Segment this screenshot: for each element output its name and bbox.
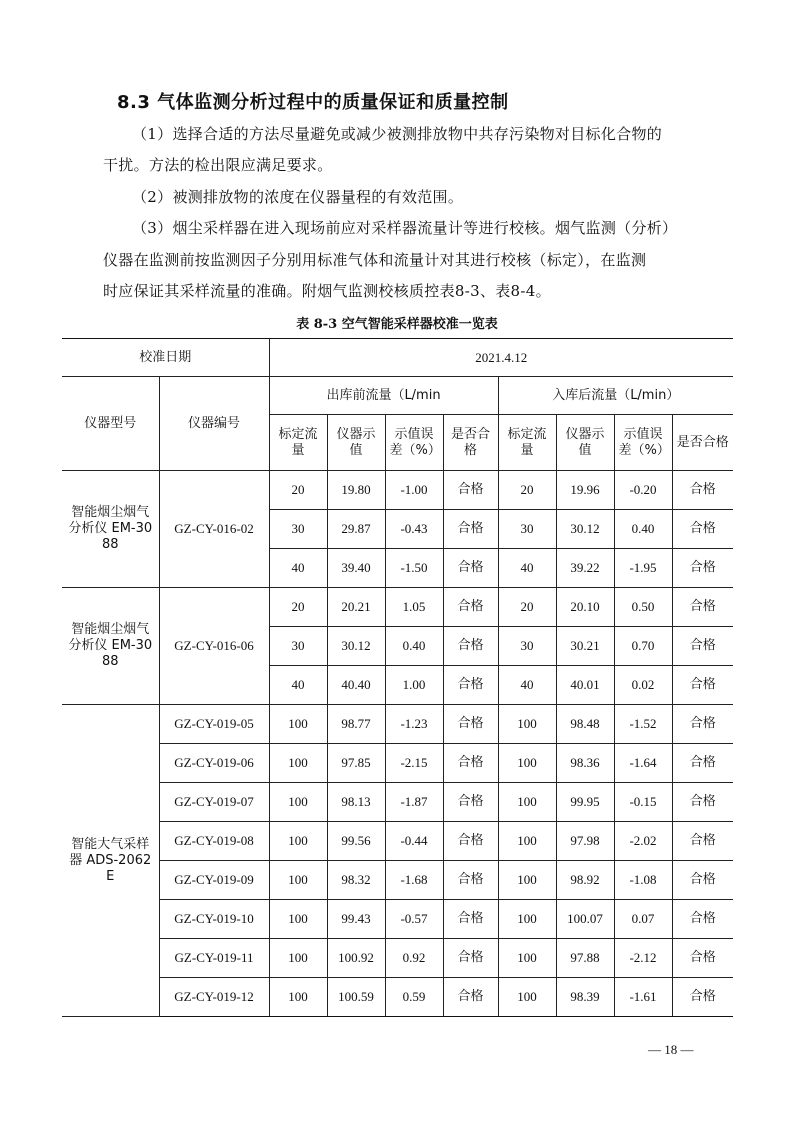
cell: 100	[498, 939, 556, 978]
cell: 30.12	[556, 510, 614, 549]
cell: 100	[498, 822, 556, 861]
page-number: — 18 —	[648, 1042, 694, 1057]
cell: 98.13	[327, 783, 385, 822]
cell: 40.01	[556, 666, 614, 705]
table-row	[62, 939, 733, 978]
cell: 20	[269, 588, 327, 627]
cell: -0.15	[614, 783, 672, 822]
cell: 100	[498, 900, 556, 939]
cell: -2.15	[385, 744, 443, 783]
cell: 0.40	[385, 627, 443, 666]
cell: 98.77	[327, 705, 385, 744]
cell: 合格	[443, 627, 498, 666]
cell: 合格	[443, 900, 498, 939]
cell: 100	[269, 939, 327, 978]
cell: 20	[498, 471, 556, 510]
cell: -0.20	[614, 471, 672, 510]
cell: 30.12	[327, 627, 385, 666]
cell: -1.50	[385, 549, 443, 588]
header-pass-before: 是否合格	[443, 415, 498, 471]
cell: 合格	[672, 783, 733, 822]
cell: 30	[269, 627, 327, 666]
cell: 30.21	[556, 627, 614, 666]
cell: 98.92	[556, 861, 614, 900]
cell: 100	[269, 861, 327, 900]
paragraph-1-line-1: （1）选择合适的方法尽量避免或减少被测排放物中共存污染物对目标化合物的	[132, 125, 663, 143]
cell: -2.02	[614, 822, 672, 861]
header-display-before: 仪器示值	[327, 415, 385, 471]
header-display-after: 仪器示值	[556, 415, 614, 471]
cell: 100	[498, 705, 556, 744]
instrument-model: 智能烟尘烟气分析仪 EM-3088	[62, 471, 159, 588]
paragraph-2: （2）被测排放物的浓度在仪器量程的有效范围。	[132, 188, 464, 206]
header-pass-after: 是否合格	[672, 415, 733, 471]
cell: -1.08	[614, 861, 672, 900]
cell: 99.43	[327, 900, 385, 939]
cell: 合格	[443, 588, 498, 627]
header-after-flow: 入库后流量（L/min）	[498, 377, 733, 415]
instrument-model: 智能大气采样器 ADS-2062E	[62, 705, 159, 1017]
table-row	[62, 978, 733, 1017]
date-row	[62, 339, 733, 377]
cell: 合格	[672, 705, 733, 744]
instrument-number: GZ-CY-019-05	[159, 705, 269, 744]
cell: 合格	[672, 978, 733, 1017]
cell: 100	[269, 978, 327, 1017]
cell: 99.95	[556, 783, 614, 822]
cell: 40	[498, 549, 556, 588]
cell: 39.22	[556, 549, 614, 588]
cell: 合格	[672, 744, 733, 783]
paragraph-3-line-2: 仪器在监测前按监测因子分别用标准气体和流量计对其进行校核（标定），在监测	[103, 251, 647, 269]
instrument-model: 智能烟尘烟气分析仪 EM-3088	[62, 588, 159, 705]
cell: -0.57	[385, 900, 443, 939]
cell: 20	[269, 471, 327, 510]
cell: 合格	[672, 588, 733, 627]
instrument-number: GZ-CY-019-08	[159, 822, 269, 861]
date-label: 校准日期	[62, 339, 269, 377]
header-error-after: 示值误差（%）	[614, 415, 672, 471]
section-title: 8.3 气体监测分析过程中的质量保证和质量控制	[117, 92, 509, 113]
date-value: 2021.4.12	[269, 339, 733, 377]
cell: 98.48	[556, 705, 614, 744]
header-model: 仪器型号	[62, 377, 159, 471]
cell: 97.85	[327, 744, 385, 783]
cell: 100.59	[327, 978, 385, 1017]
cell: 30	[498, 510, 556, 549]
table-row	[62, 900, 733, 939]
cell: 合格	[443, 939, 498, 978]
cell: 0.40	[614, 510, 672, 549]
instrument-number: GZ-CY-019-12	[159, 978, 269, 1017]
header-before-flow: 出库前流量（L/min	[269, 377, 498, 415]
cell: 合格	[672, 822, 733, 861]
cell: 合格	[443, 744, 498, 783]
cell: 合格	[672, 900, 733, 939]
header-std-flow-after: 标定流量	[498, 415, 556, 471]
cell: 合格	[443, 705, 498, 744]
instrument-number: GZ-CY-019-11	[159, 939, 269, 978]
cell: 40.40	[327, 666, 385, 705]
instrument-number: GZ-CY-019-09	[159, 861, 269, 900]
cell: -0.43	[385, 510, 443, 549]
cell: 40	[498, 666, 556, 705]
paragraph-3-line-1: （3）烟尘采样器在进入现场前应对采样器流量计等进行校核。烟气监测（分析）	[132, 219, 678, 237]
cell: 100	[269, 822, 327, 861]
cell: 98.36	[556, 744, 614, 783]
cell: -1.64	[614, 744, 672, 783]
paragraph-1-line-2: 干扰。方法的检出限应满足要求。	[103, 156, 333, 174]
cell: 19.80	[327, 471, 385, 510]
cell: 0.02	[614, 666, 672, 705]
table-row	[62, 588, 733, 627]
cell: 30	[269, 510, 327, 549]
cell: 合格	[672, 627, 733, 666]
cell: 0.59	[385, 978, 443, 1017]
cell: 20	[498, 588, 556, 627]
cell: 29.87	[327, 510, 385, 549]
cell: 合格	[672, 939, 733, 978]
header-std-flow-before: 标定流量	[269, 415, 327, 471]
table-row	[62, 744, 733, 783]
cell: 100	[269, 744, 327, 783]
cell: 100	[269, 783, 327, 822]
cell: 19.96	[556, 471, 614, 510]
cell: 合格	[672, 666, 733, 705]
header-error-before: 示值误差（%）	[385, 415, 443, 471]
cell: -1.68	[385, 861, 443, 900]
table-row	[62, 822, 733, 861]
cell: 40	[269, 549, 327, 588]
cell: -1.95	[614, 549, 672, 588]
cell: 100	[498, 861, 556, 900]
cell: 合格	[443, 666, 498, 705]
cell: 98.32	[327, 861, 385, 900]
cell: 合格	[443, 861, 498, 900]
cell: 100.92	[327, 939, 385, 978]
cell: -1.52	[614, 705, 672, 744]
cell: 0.50	[614, 588, 672, 627]
cell: -1.87	[385, 783, 443, 822]
cell: 99.56	[327, 822, 385, 861]
cell: 0.70	[614, 627, 672, 666]
cell: 合格	[672, 510, 733, 549]
table-caption: 表 8-3 空气智能采样器校准一览表	[296, 317, 498, 332]
cell: 40	[269, 666, 327, 705]
cell: 100	[269, 705, 327, 744]
cell: 合格	[672, 471, 733, 510]
cell: 100	[269, 900, 327, 939]
cell: 合格	[443, 783, 498, 822]
table-row	[62, 783, 733, 822]
cell: 100	[498, 978, 556, 1017]
instrument-number: GZ-CY-016-06	[159, 588, 269, 705]
cell: -2.12	[614, 939, 672, 978]
instrument-number: GZ-CY-019-07	[159, 783, 269, 822]
cell: 100.07	[556, 900, 614, 939]
cell: -0.44	[385, 822, 443, 861]
cell: 39.40	[327, 549, 385, 588]
cell: 合格	[443, 822, 498, 861]
cell: 合格	[443, 978, 498, 1017]
cell: -1.23	[385, 705, 443, 744]
cell: 20.10	[556, 588, 614, 627]
cell: 97.88	[556, 939, 614, 978]
cell: 0.07	[614, 900, 672, 939]
paragraph-3-line-3: 时应保证其采样流量的准确。附烟气监测校核质控表8-3、表8-4。	[103, 282, 551, 300]
cell: 合格	[672, 861, 733, 900]
table-row	[62, 861, 733, 900]
cell: -1.00	[385, 471, 443, 510]
cell: 98.39	[556, 978, 614, 1017]
cell: 0.92	[385, 939, 443, 978]
cell: 100	[498, 783, 556, 822]
instrument-number: GZ-CY-016-02	[159, 471, 269, 588]
cell: -1.61	[614, 978, 672, 1017]
instrument-number: GZ-CY-019-10	[159, 900, 269, 939]
cell: 合格	[443, 471, 498, 510]
instrument-number: GZ-CY-019-06	[159, 744, 269, 783]
cell: 100	[498, 744, 556, 783]
cell: 1.05	[385, 588, 443, 627]
cell: 合格	[443, 510, 498, 549]
cell: 30	[498, 627, 556, 666]
cell: 1.00	[385, 666, 443, 705]
table-row	[62, 471, 733, 510]
header-number: 仪器编号	[159, 377, 269, 471]
calibration-table	[62, 338, 733, 1017]
cell: 合格	[443, 549, 498, 588]
table-row	[62, 705, 733, 744]
header-row-1	[62, 377, 733, 415]
cell: 97.98	[556, 822, 614, 861]
cell: 合格	[672, 549, 733, 588]
cell: 20.21	[327, 588, 385, 627]
